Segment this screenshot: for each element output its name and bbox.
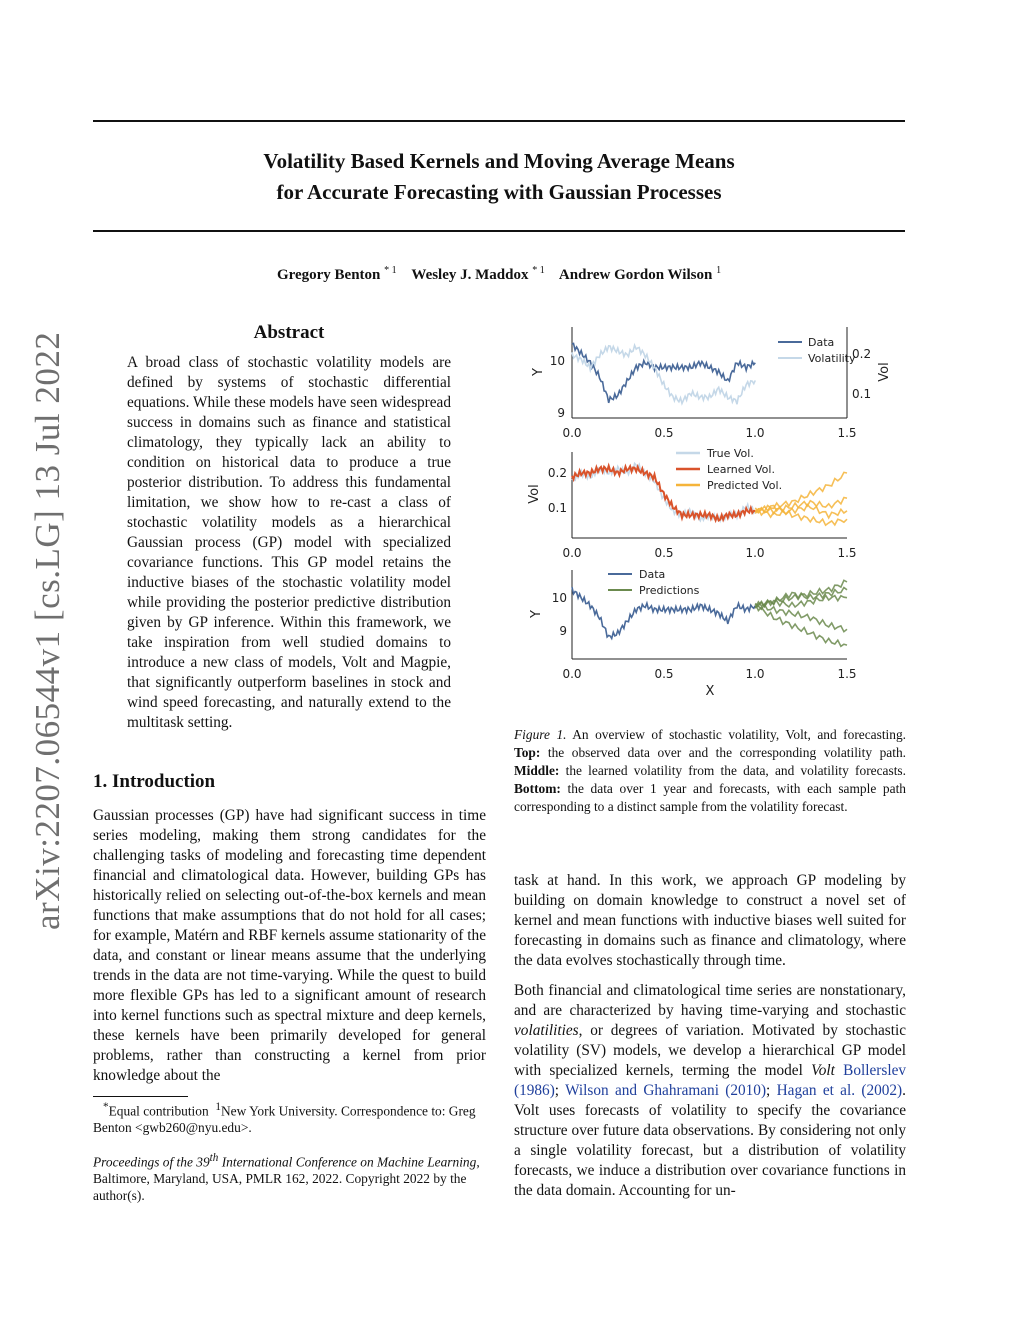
x-tick-label: 0.5 [654, 667, 674, 681]
x-tick-label: 1.5 [837, 667, 857, 681]
legend-label: Predictions [639, 584, 700, 597]
para2-b: , or degrees of variation. Motivated by stochastic volatility (SV) models, we develop a hierarchical GP model with specialized kernels, terming the model [514, 1022, 906, 1079]
figure-1 [512, 322, 906, 700]
x-tick-label: 0.0 [562, 667, 582, 681]
para2-c: . Volt uses forecasts of volatility to specify the covariance structure over future data observations. By considering not only a single volatility forecast, but a distribution of volatility forecasts, we induce a distribution over covariance functions in the data domain. Accounting for un- [514, 1082, 906, 1199]
panel-bottom [529, 568, 857, 699]
caption-middle-bold: Middle: [514, 763, 560, 778]
citation-link[interactable]: Wilson and Ghahramani (2010) [565, 1082, 767, 1099]
series-line-predictions [755, 603, 847, 631]
y-tick-label: 9 [559, 624, 567, 638]
title-line-1: Volatility Based Kernels and Moving Average Means [263, 149, 735, 173]
abstract-heading: Abstract [253, 322, 325, 343]
para2-volatilities: volatilities [514, 1022, 579, 1039]
x-tick-label: 1.0 [745, 667, 765, 681]
legend-label: True Vol. [707, 447, 754, 460]
citation-link[interactable]: Bollerslev (1986) [514, 1062, 907, 1099]
author-affil: 1 [716, 265, 722, 276]
legend-label: Volatility [808, 352, 856, 365]
abstract-text: A broad class of stochastic volatility models are defined by systems of stochastic differential equations. While these models have seen widespread success in domains such as finance and statistical climatology, they typically lack an ability to condition on historical data to produce a true posterior distribution. To address this fundamental limitation, we show how to re-cast a class of stochastic volatility models as a hierarchical Gaussian process (GP) model with specialized covariance functions. This GP model retains the inductive biases of the stochastic volatility model while providing the posterior predictive distribution given by GP inference. Within this framework, we take inspiration from well studied domains to introduce a new class of models, Volt and Magpie, that significantly outperform baselines in stock and wind speed forecasting, and naturally extend to the multitask setting. [127, 354, 451, 731]
right-para-1 [514, 871, 906, 971]
author-name: Gregory Benton [276, 267, 381, 283]
title-bottom-rule [93, 230, 905, 232]
caption-label: Figure 1. [514, 727, 567, 742]
author-affil: * 1 [532, 265, 545, 276]
x-tick-label: 1.5 [837, 426, 857, 440]
y-tick-label: 0.2 [547, 466, 567, 480]
legend-label: Learned Vol. [707, 463, 775, 476]
x-tick-label: 0.5 [654, 426, 674, 440]
authors [93, 265, 905, 284]
y-label: Y [529, 610, 544, 618]
legend-label: Data [639, 568, 666, 581]
y-label: Vol [527, 484, 542, 504]
proceedings-note [93, 1150, 486, 1204]
para2-a: Both financial and climatological time series are nonstationary, and are characterized by having time-varying and stochastic [514, 982, 906, 1019]
x-label: X [705, 684, 715, 699]
right-para-2: Both financial and climatological time series are nonstationary, and are characterized by having time-varying and stochastic volatilities, or degrees of variation. Motivated by stochastic volatility (SV) models, we develop a hierarchical GP model with specialized kernels, terming the model Volt Bollerslev (1986); Wilson and Ghahramani (2010); Hagan et al. (2002). Volt uses forecasts of volatility to specify the covariance structure over future data observations. By considering not only a single volatility forecast, but a distribution of volatility forecasts, we induce a distribution over covariance functions in the data domain. Accounting for un- [514, 982, 907, 1199]
legend-label: Data [808, 336, 835, 349]
y-label-right: Vol [877, 362, 892, 382]
right-para-1-text: task at hand. In this work, we approach GP modeling by building on domain knowledge to construct a novel set of kernel and mean functions with inductive biases well suited for forecasting in domains such as finance and climatology, where the data evolves stochastically through time. [514, 872, 906, 969]
x-tick-label: 0.0 [562, 546, 582, 560]
y-tick-label-right: 0.1 [852, 387, 872, 401]
arxiv-stamp: arXiv:2207.06544v1 [cs.LG] 13 Jul 2022 [28, 331, 67, 930]
y-tick-label: 10 [551, 591, 567, 605]
y-tick-label-right: 0.2 [852, 347, 872, 361]
caption-bottom-bold: Bottom: [514, 781, 561, 796]
x-tick-label: 0.5 [654, 546, 674, 560]
author-name: Andrew Gordon Wilson [558, 267, 713, 283]
paper-title [93, 146, 905, 208]
caption-bottom-text: the data over 1 year and forecasts, with each sample path corresponding to a distinct sample from the volatility forecast. [514, 781, 906, 814]
panel-middle [527, 447, 857, 560]
top-rule [93, 120, 905, 122]
x-tick-label: 1.0 [745, 546, 765, 560]
section-heading: 1. Introduction [93, 771, 216, 792]
y-tick-label: 0.1 [547, 501, 567, 515]
caption-middle-text: the learned volatility from the data, and volatility forecasts. [565, 763, 906, 778]
series-line-predicted-vol [755, 498, 847, 514]
y-tick-label: 9 [557, 406, 565, 420]
proceedings-prefix: Proceedings of the 39 [93, 1154, 210, 1170]
series-line-data [572, 343, 755, 403]
x-tick-label: 1.5 [837, 546, 857, 560]
citation-link[interactable]: Hagan et al. (2002) [776, 1082, 903, 1099]
footnote: *Equal contribution $^1$New York University. Correspondence to: Greg Benton <gwb260@nyu.edu>. [93, 1101, 476, 1136]
author-affil: * 1 [384, 265, 397, 276]
panel-top [531, 327, 892, 440]
series-lines [572, 343, 755, 404]
proceedings-venue: International Conference on Machine Learning [221, 1154, 477, 1170]
x-tick-label: 0.0 [562, 426, 582, 440]
footnote-equal: Equal contribution [108, 1103, 209, 1119]
series-line-predictions [755, 588, 847, 609]
proceedings-rest: , Baltimore, Maryland, USA, PMLR 162, 2022. Copyright 2022 by the author(s). [93, 1154, 480, 1204]
caption-top-bold: Top: [514, 745, 541, 760]
para2-volt: Volt [811, 1062, 835, 1079]
x-tick-label: 1.0 [745, 426, 765, 440]
author-name: Wesley J. Maddox [411, 267, 529, 283]
legend-label: Predicted Vol. [707, 479, 783, 492]
caption-intro: An overview of stochastic volatility, Volt, and forecasting. [572, 727, 907, 742]
title-line-2: for Accurate Forecasting with Gaussian Processes [276, 180, 722, 204]
footnote-rule [93, 1096, 188, 1097]
caption-top-text: the observed data over and the corresponding volatility path. [547, 745, 906, 760]
figure-caption [514, 726, 906, 816]
intro-text: Gaussian processes (GP) have had significant success in time series modeling, making them strong candidates for the challenging tasks of modeling and forecasting time dependent financial and climatological data. However, building GPs has historically relied on selecting out-of-the-box kernels and mean functions that make assumptions that do not hold for all cases; for example, Matérn and RBF kernels assume stationarity of the data, and constant or linear means assume that the underlying trends in the data are not time-varying. While the quest to build more flexible GPs has led to a significant amount of research into kernel functions such as spectral mixture and deep kernels, these kernels have been primarily developed for general problems, rather than constructing a kernel from prior knowledge about the [93, 807, 486, 1084]
y-label: Y [531, 368, 546, 376]
footnote-affil: New York University. Correspondence to: Greg Benton <gwb260@nyu.edu>. [93, 1103, 476, 1136]
y-tick-label: 10 [549, 354, 565, 368]
proceedings-th: th [209, 1152, 219, 1164]
